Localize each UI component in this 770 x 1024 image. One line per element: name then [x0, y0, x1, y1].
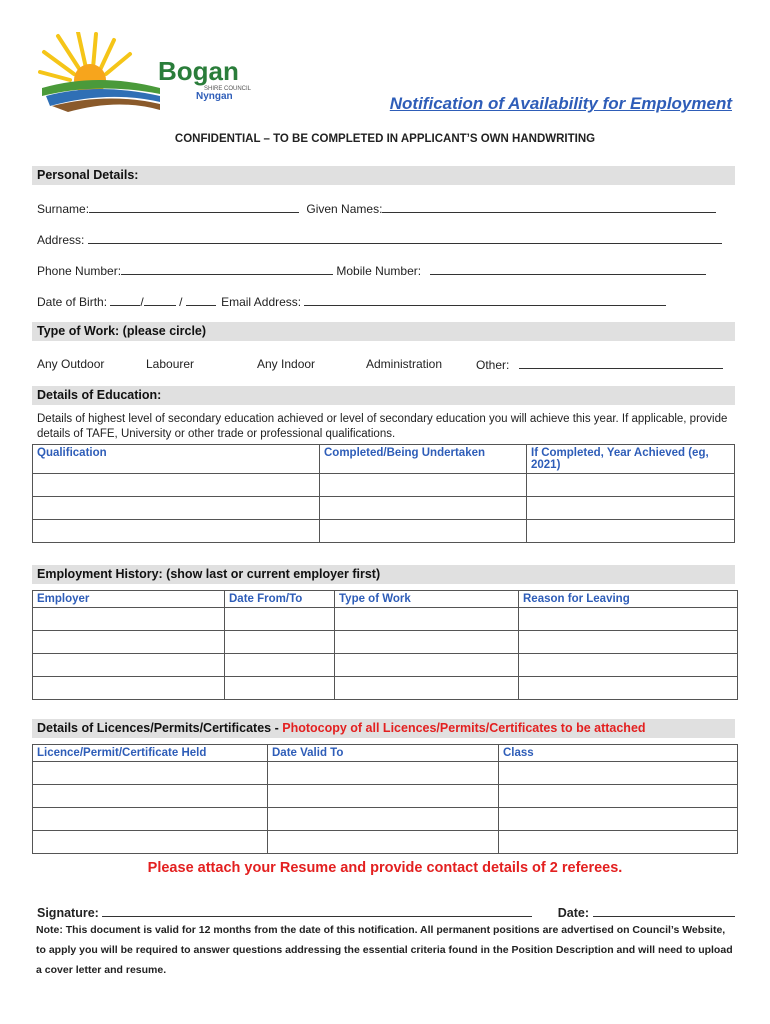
- validity-note: Note: This document is valid for 12 months from the date of this notification. All permanent positions are advertised on Council’s Website, to apply you will be required to answer questions addressing the essential criteria found in the Position Description and will need to upload a cover letter and resume.: [36, 924, 733, 976]
- photocopy-warning: Photocopy of all Licences/Permits/Certificates to be attached: [282, 721, 646, 735]
- work-option-indoor[interactable]: Any Indoor: [257, 357, 316, 371]
- address-field[interactable]: [88, 232, 722, 244]
- table-cell[interactable]: [527, 497, 735, 520]
- table-row: [33, 808, 738, 831]
- mobile-label: Mobile Number:: [336, 264, 422, 278]
- column-header: Qualification: [33, 445, 320, 474]
- table-cell[interactable]: [335, 631, 519, 654]
- dob-separator: /: [140, 295, 144, 309]
- table-cell[interactable]: [320, 520, 527, 543]
- column-header: Date From/To: [225, 591, 335, 608]
- sun-hills-icon: [38, 32, 268, 112]
- type-of-work-heading: Type of Work: (please circle): [32, 322, 735, 341]
- licences-heading-label: Details of Licences/Permits/Certificates -: [37, 721, 283, 735]
- surname-row: [37, 201, 716, 216]
- education-table: [32, 444, 735, 543]
- confidential-notice: CONFIDENTIAL – TO BE COMPLETED IN APPLICANT’S OWN HANDWRITING: [174, 133, 596, 145]
- table-cell[interactable]: [225, 631, 335, 654]
- table-cell[interactable]: [33, 520, 320, 543]
- table-row: [33, 631, 738, 654]
- column-header: Completed/Being Undertaken: [320, 445, 527, 474]
- table-row: [33, 520, 735, 543]
- phone-row: [37, 263, 706, 278]
- licences-table: [32, 744, 738, 854]
- table-cell[interactable]: [33, 631, 225, 654]
- column-header: Licence/Permit/Certificate Held: [33, 745, 268, 762]
- table-row: [33, 474, 735, 497]
- table-row: [33, 608, 738, 631]
- table-cell[interactable]: [33, 654, 225, 677]
- table-row: [33, 831, 738, 854]
- employment-table: [32, 590, 738, 700]
- other-work-field[interactable]: [519, 357, 723, 369]
- svg-text:Nyngan: Nyngan: [196, 91, 233, 102]
- table-row: [33, 654, 738, 677]
- table-cell[interactable]: [33, 808, 268, 831]
- table-cell[interactable]: [268, 831, 499, 854]
- address-label: Address:: [37, 233, 85, 247]
- column-header: Date Valid To: [268, 745, 499, 762]
- svg-text:SHIRE COUNCIL: SHIRE COUNCIL: [204, 86, 252, 92]
- table-row: [33, 762, 738, 785]
- address-row: [37, 232, 722, 247]
- table-cell[interactable]: [33, 785, 268, 808]
- table-cell[interactable]: [499, 808, 738, 831]
- mobile-field[interactable]: [430, 263, 706, 275]
- column-header: Employer: [33, 591, 225, 608]
- given-names-field[interactable]: [382, 201, 716, 213]
- table-cell[interactable]: [33, 831, 268, 854]
- table-cell[interactable]: [335, 608, 519, 631]
- table-cell[interactable]: [499, 762, 738, 785]
- dob-separator: /: [179, 295, 183, 309]
- column-header: Class: [499, 745, 738, 762]
- table-cell[interactable]: [225, 677, 335, 700]
- table-cell[interactable]: [268, 762, 499, 785]
- page-title: Notification of Availability for Employment: [389, 94, 732, 113]
- work-option-administration[interactable]: Administration: [366, 357, 443, 371]
- dob-label: Date of Birth:: [37, 295, 108, 309]
- column-header: If Completed, Year Achieved (eg, 2021): [527, 445, 735, 474]
- signature-row: [37, 905, 735, 920]
- table-row: [33, 497, 735, 520]
- dob-year-field[interactable]: [186, 294, 216, 306]
- dob-month-field[interactable]: [144, 294, 176, 306]
- licences-heading: [32, 719, 735, 738]
- table-cell[interactable]: [268, 808, 499, 831]
- table-cell[interactable]: [225, 608, 335, 631]
- table-cell[interactable]: [320, 497, 527, 520]
- work-option-outdoor[interactable]: Any Outdoor: [37, 357, 105, 371]
- signature-field[interactable]: [102, 905, 532, 917]
- signature-label: Signature:: [37, 906, 99, 920]
- svg-text:Bogan: Bogan: [158, 56, 239, 86]
- table-cell[interactable]: [519, 631, 738, 654]
- table-cell[interactable]: [33, 497, 320, 520]
- date-label: Date:: [557, 906, 590, 920]
- phone-label: Phone Number:: [37, 264, 122, 278]
- column-header: Reason for Leaving: [519, 591, 738, 608]
- table-cell[interactable]: [33, 762, 268, 785]
- table-cell[interactable]: [33, 677, 225, 700]
- email-label: Email Address:: [221, 295, 302, 309]
- table-row: [33, 785, 738, 808]
- surname-label: Surname:: [37, 202, 90, 216]
- personal-details-heading: Personal Details:: [32, 166, 735, 185]
- dob-day-field[interactable]: [110, 294, 140, 306]
- table-cell[interactable]: [519, 608, 738, 631]
- education-instructions: Details of highest level of secondary education achieved or level of secondary education you will achieve this year. If applicable, provide details of TAFE, University or other trade or professional qualifications.: [37, 413, 728, 440]
- table-cell[interactable]: [527, 474, 735, 497]
- table-cell[interactable]: [499, 831, 738, 854]
- table-row: [33, 677, 738, 700]
- table-cell[interactable]: [33, 608, 225, 631]
- surname-field[interactable]: [89, 201, 299, 213]
- attach-resume-notice: Please attach your Resume and provide contact details of 2 referees.: [147, 860, 623, 876]
- table-cell[interactable]: [527, 520, 735, 543]
- table-cell[interactable]: [320, 474, 527, 497]
- table-cell[interactable]: [268, 785, 499, 808]
- table-cell[interactable]: [519, 654, 738, 677]
- table-cell[interactable]: [225, 654, 335, 677]
- table-cell[interactable]: [33, 474, 320, 497]
- work-option-other: [476, 357, 723, 372]
- email-field[interactable]: [304, 294, 666, 306]
- council-logo: [38, 32, 268, 112]
- table-cell[interactable]: [335, 677, 519, 700]
- phone-field[interactable]: [121, 263, 333, 275]
- work-option-labourer[interactable]: Labourer: [146, 357, 195, 371]
- work-option-other-label[interactable]: Other:: [476, 358, 510, 372]
- table-cell[interactable]: [499, 785, 738, 808]
- table-cell[interactable]: [335, 654, 519, 677]
- column-header: Type of Work: [335, 591, 519, 608]
- table-cell[interactable]: [519, 677, 738, 700]
- date-field[interactable]: [593, 905, 735, 917]
- education-heading: Details of Education:: [32, 386, 735, 405]
- employment-history-heading: Employment History: (show last or current employer first): [32, 565, 735, 584]
- dob-row: [37, 294, 666, 309]
- given-names-label: Given Names:: [306, 202, 383, 216]
